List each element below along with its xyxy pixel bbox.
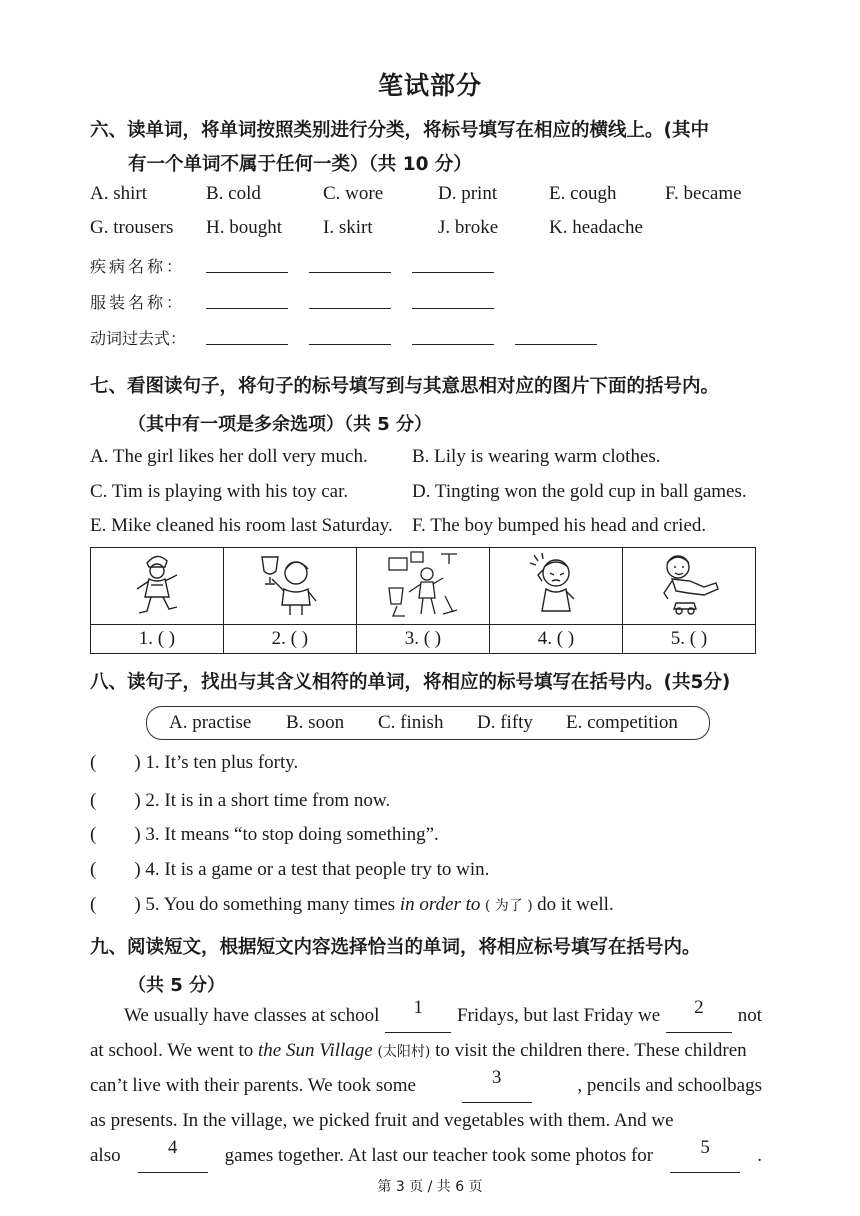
passage-text: not <box>737 1005 762 1026</box>
answer-line[interactable] <box>206 252 288 273</box>
question-item: ( ) 3. It means “to stop doing something”. <box>90 824 439 845</box>
answer-bracket[interactable]: 3. ( ) <box>356 625 489 654</box>
question-text: do it well. <box>537 894 614 915</box>
category-clothing-label: 服装名称： <box>90 293 186 312</box>
passage-text: Fridays, but last Friday we <box>456 1005 661 1026</box>
passage-text: We usually have classes at school <box>124 1005 380 1026</box>
section-7-heading: 七、看图读句子，将句子的标号填写到与其意思相对应的图片下面的括号内。 <box>90 376 720 397</box>
passage-line <box>90 1138 762 1173</box>
passage-line <box>90 1033 762 1068</box>
passage-text: at school. We went to <box>90 1040 254 1061</box>
boy-crying-illustration <box>526 549 586 619</box>
answer-line[interactable] <box>412 324 494 345</box>
passage-text <box>90 1033 747 1068</box>
picture-cell-3 <box>356 548 489 625</box>
picture-table <box>90 547 756 654</box>
clothing-answer-lines <box>206 288 494 309</box>
word-option: H. bought <box>206 217 282 238</box>
answer-line[interactable] <box>206 324 288 345</box>
passage-blank-3[interactable]: 3 <box>462 1068 532 1103</box>
chinese-gloss: (太阳村) <box>377 1044 431 1060</box>
word-bank-option: A. practise <box>169 712 252 733</box>
word-option: I. skirt <box>323 217 373 238</box>
question-item: ( ) 2. It is in a short time from now. <box>90 790 391 811</box>
answer-bracket[interactable]: 5. ( ) <box>622 625 755 654</box>
category-past-tense-label: 动词过去式： <box>90 329 187 348</box>
answer-line[interactable] <box>309 252 391 273</box>
passage-text: also <box>90 1145 121 1166</box>
italic-phrase: in order to <box>399 894 481 915</box>
sentence-option: A. The girl likes her doll very much. <box>90 446 368 467</box>
answer-line[interactable] <box>206 288 288 309</box>
section-9-heading: 九、阅读短文，根据短文内容选择恰当的单词，将相应标号填写在括号内。 <box>90 937 701 958</box>
word-option: D. print <box>438 183 498 204</box>
passage-text: . <box>757 1145 762 1166</box>
illness-answer-lines <box>206 252 494 273</box>
sentence-option: B. Lily is wearing warm clothes. <box>412 446 661 467</box>
sentence-option: C. Tim is playing with his toy car. <box>90 481 349 502</box>
word-bank-option: C. finish <box>378 712 444 733</box>
question-item: ( ) 4. It is a game or a test that people try to win. <box>90 859 490 880</box>
boy-winter-clothes-illustration <box>127 549 187 619</box>
word-bank-option: E. competition <box>566 712 678 733</box>
italic-phrase: the Sun Village <box>258 1040 373 1061</box>
boy-cleaning-illustration <box>383 548 463 620</box>
past-tense-answer-lines <box>206 324 597 345</box>
sentence-option: E. Mike cleaned his room last Saturday. <box>90 515 393 536</box>
answer-line[interactable] <box>412 288 494 309</box>
picture-cell-5 <box>622 548 755 625</box>
question-text: ( ) 5. You do something many times <box>90 894 400 915</box>
girl-trophy-illustration <box>258 549 322 619</box>
passage-blank-4[interactable]: 4 <box>138 1138 208 1173</box>
reading-passage <box>90 998 762 1173</box>
answer-line[interactable] <box>412 252 494 273</box>
passage-text: , pencils and schoolbags <box>577 1075 762 1096</box>
passage-blank-2[interactable]: 2 <box>666 998 732 1033</box>
question-item: ( ) 1. It’s ten plus forty. <box>90 752 299 773</box>
picture-cell-4 <box>490 548 623 625</box>
sentence-option: D. Tingting won the gold cup in ball games. <box>412 481 747 502</box>
word-option: A. shirt <box>90 183 147 204</box>
passage-text: as presents. In the village, we picked fruit and vegetables with them. And we <box>90 1110 674 1131</box>
section-8-heading: 八、读句子，找出与其含义相符的单词，将相应的标号填写在括号内。(共5分) <box>90 672 731 693</box>
passage-line <box>90 1068 762 1103</box>
passage-text: can’t live with their parents. We took some <box>90 1075 416 1096</box>
word-bank-option: B. soon <box>286 712 345 733</box>
boy-toy-car-illustration <box>654 549 724 619</box>
passage-text: to visit the children there. These children <box>435 1040 747 1061</box>
section-6-heading: 六、读单词，将单词按照类别进行分类，将标号填写在相应的横线上。(其中 <box>90 120 709 141</box>
word-option: G. trousers <box>90 217 174 238</box>
passage-text: games together. At last our teacher took some photos for <box>224 1145 654 1166</box>
question-item <box>90 894 614 916</box>
page-number: 第 3 页 / 共 6 页 <box>377 1179 483 1195</box>
word-option: F. became <box>665 183 742 204</box>
chinese-gloss: ( 为了 ) <box>480 898 538 914</box>
word-option: E. cough <box>549 183 617 204</box>
word-option: B. cold <box>206 183 261 204</box>
passage-line <box>90 1103 762 1138</box>
section-9-note: （共 5 分） <box>128 975 226 996</box>
picture-cell-1 <box>91 548 224 625</box>
answer-line[interactable] <box>309 288 391 309</box>
word-option: C. wore <box>323 183 384 204</box>
answer-bracket[interactable]: 4. ( ) <box>490 625 623 654</box>
passage-blank-5[interactable]: 5 <box>670 1138 740 1173</box>
word-bank-box <box>146 706 710 740</box>
sentence-option: F. The boy bumped his head and cried. <box>412 515 707 536</box>
category-illness-label: 疾病名称： <box>90 257 186 276</box>
answer-bracket[interactable]: 2. ( ) <box>223 625 356 654</box>
answer-bracket[interactable]: 1. ( ) <box>91 625 224 654</box>
word-bank-option: D. fifty <box>477 712 533 733</box>
answer-line[interactable] <box>515 324 597 345</box>
answer-line[interactable] <box>309 324 391 345</box>
picture-cell-2 <box>223 548 356 625</box>
section-7-note: （其中有一项是多余选项）（共 5 分） <box>128 414 433 435</box>
passage-blank-1[interactable]: 1 <box>385 998 451 1033</box>
section-6-heading-cont: 有一个单词不属于任何一类）（共 10 分） <box>128 154 472 175</box>
page-title: 笔试部分 <box>377 71 482 100</box>
word-option: J. broke <box>438 217 499 238</box>
word-option: K. headache <box>549 217 643 238</box>
passage-line <box>90 998 762 1033</box>
